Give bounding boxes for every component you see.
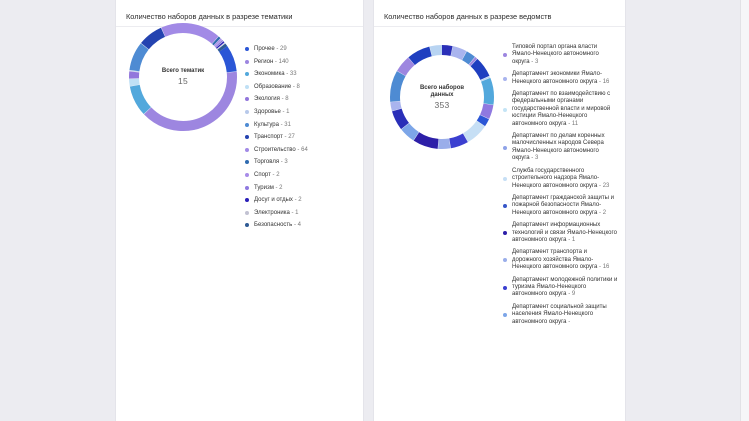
departments-legend-color-marker [503,146,507,150]
themes-legend-color-marker [245,160,249,164]
themes-legend-label: Прочее [254,46,275,52]
departments-legend-count: 1 [571,236,576,243]
themes-panel-title: Количество наборов данных в разрезе тематики [116,0,363,27]
departments-legend-label: Типовой портал органа власти Ямало-Ненецкого автономного округа [512,44,599,65]
themes-panel [115,0,364,421]
departments-donut-chart [389,44,495,150]
themes-legend-item[interactable]: Безопасность - 4 [245,221,308,234]
departments-legend-item[interactable]: Типовой портал органа власти Ямало-Ненецкого автономного округа - 3 [503,44,618,66]
themes-legend-item[interactable]: Транспорт - 27 [245,133,308,146]
themes-legend-count: 2 [279,184,283,191]
themes-legend-count: 33 [289,71,297,78]
themes-legend-label: Досуг и отдых [254,197,293,204]
themes-legend-label: Безопасность [254,222,293,229]
themes-legend-label: Регион [254,58,274,65]
themes-legend-color-marker [245,72,249,76]
themes-legend-color-marker [245,186,249,190]
page-scrollbar[interactable] [740,0,749,421]
themes-legend-item[interactable]: Регион - 140 [245,58,308,71]
departments-legend-color-marker [503,231,507,235]
themes-legend-item[interactable]: Прочее - 29 [245,45,308,58]
themes-total-label: Всего тематик [161,68,205,74]
themes-legend-label: Экономика [254,71,285,78]
themes-legend-item[interactable]: Досуг и отдых - 2 [245,196,308,209]
themes-legend-item[interactable]: Культура - 31 [245,121,308,134]
themes-legend-label: Образование [254,83,292,90]
departments-legend-item[interactable]: Департамент транспорта и дорожного хозяйства Ямало-Ненецкого автономного округа - 16 [503,249,618,271]
departments-panel-title: Количество наборов данных в разрезе ведомств [374,0,625,27]
themes-legend-count: 2 [298,197,302,204]
departments-total-value: 353 [434,99,450,110]
departments-legend-item[interactable]: Департамент молодежной политики и туризма Ямало-Ненецкого автономного округа - 9 [503,277,618,299]
departments-legend-count: 23 [602,182,610,189]
themes-legend-item[interactable]: Торговля - 3 [245,158,308,171]
themes-legend [245,45,308,234]
departments-legend-count: 2 [602,209,607,216]
departments-legend-item[interactable]: Департамент по взаимодействию с федеральными органами государственной власти и мировой юстиции Ямало-Ненецкого автономного округа - 11 [503,91,618,128]
departments-legend-label: Департамент по взаимодействию с федеральными органами государственной власти и мировой юстиции Ямало-Ненецкого автономного округа [512,91,611,127]
departments-legend-count: 16 [602,78,610,85]
themes-legend-item[interactable]: Спорт - 2 [245,171,308,184]
themes-legend-count: 2 [276,171,280,178]
themes-legend-label: Спорт [254,171,271,178]
departments-legend-label: Департамент транспорта и дорожного хозяйства Ямало-Ненецкого автономного округа [512,249,598,271]
themes-legend-count: 8 [296,83,300,90]
departments-legend-color-marker [503,286,507,290]
themes-legend-label: Транспорт [254,134,283,141]
themes-legend-color-marker [245,223,249,227]
departments-legend-item[interactable]: Департамент экономики Ямало-Ненецкого автономного округа - 16 [503,71,618,86]
themes-legend-count: 1 [286,108,290,115]
themes-legend-count: 8 [285,96,289,103]
departments-legend-item[interactable]: Департамент социальной защиты населения Ямало-Ненецкого автономного округа - [503,304,618,326]
themes-legend-color-marker [245,123,249,127]
departments-legend-color-marker [503,204,507,208]
themes-legend-item[interactable]: Здоровье - 1 [245,108,308,121]
departments-legend [503,44,618,331]
departments-legend-count: 16 [602,264,610,271]
themes-legend-count: 31 [284,121,291,128]
themes-legend-item[interactable]: Экология - 8 [245,95,308,108]
themes-legend-label: Торговля [254,159,280,166]
themes-total-value: 15 [177,76,189,86]
departments-legend-label: Департамент социальной защиты населения Ямало-Ненецкого автономного округа [512,303,607,325]
departments-panel [373,0,626,421]
themes-legend-label: Здоровье [254,108,281,115]
themes-legend-label: Туризм [254,184,274,191]
themes-legend-label: Экология [254,96,280,103]
departments-legend-count: 3 [534,155,539,162]
themes-legend-color-marker [245,135,249,139]
departments-legend-color-marker [503,53,507,57]
departments-legend-count: 11 [571,120,579,127]
themes-legend-color-marker [245,211,249,215]
departments-legend-item[interactable]: Служба государственного строительного надзора Ямало-Ненецкого автономного округа - 23 [503,168,618,190]
departments-legend-label: Департамент по делам коренных малочисленных народов Севера Ямало-Ненецкого автономного округа [512,133,605,162]
departments-legend-label: Департамент молодежной политики и туризма Ямало-Ненецкого автономного округа [512,276,618,298]
departments-legend-item[interactable]: Департамент по делам коренных малочисленных народов Севера Ямало-Ненецкого автономного округа - 3 [503,133,618,163]
departments-legend-color-marker [503,177,507,181]
themes-legend-color-marker [245,148,249,152]
themes-legend-color-marker [245,60,249,64]
themes-legend-item[interactable]: Туризм - 2 [245,184,308,197]
themes-legend-item[interactable]: Образование - 8 [245,83,308,96]
departments-total-label: Всего наборов данных [419,84,465,98]
themes-legend-label: Культура [254,121,279,128]
departments-legend-label: Департамент экономики Ямало-Ненецкого автономного округа [512,71,602,85]
departments-legend-label: Департамент информационных технологий и связи Ямало-Ненецкого автономного округа [512,222,617,243]
departments-legend-count: 3 [534,58,539,65]
themes-legend-label: Строительство [254,146,296,153]
themes-legend-count: 27 [288,134,295,141]
departments-legend-color-marker [503,108,507,112]
themes-donut-chart [128,22,238,132]
departments-legend-item[interactable]: Департамент информационных технологий и связи Ямало-Ненецкого автономного округа - 1 [503,222,618,244]
themes-legend-count: 1 [295,209,299,216]
themes-legend-item[interactable]: Экономика - 33 [245,70,308,83]
departments-legend-color-marker [503,77,507,81]
themes-legend-color-marker [245,110,249,114]
departments-legend-item[interactable]: Департамент гражданской защиты и пожарной безопасности Ямало-Ненецкого автономного округа - 2 [503,195,618,217]
themes-legend-color-marker [245,85,249,89]
themes-legend-color-marker [245,198,249,202]
themes-legend-color-marker [245,173,249,177]
themes-legend-label: Электроника [254,209,290,216]
themes-legend-count: 64 [301,146,308,153]
themes-legend-count: 4 [297,222,301,229]
departments-legend-color-marker [503,313,507,317]
themes-legend-count: 29 [280,46,287,52]
themes-legend-item[interactable]: Электроника - 1 [245,209,308,222]
departments-legend-color-marker [503,258,507,262]
departments-legend-count: 9 [571,291,576,298]
themes-legend-color-marker [245,47,249,51]
themes-legend-color-marker [245,97,249,101]
themes-legend-count: 140 [278,58,289,65]
departments-legend-label: Департамент гражданской защиты и пожарной безопасности Ямало-Ненецкого автономного округа [512,194,614,216]
themes-legend-item[interactable]: Строительство - 64 [245,146,308,159]
departments-legend-label: Служба государственного строительного надзора Ямало-Ненецкого автономного округа [512,167,600,189]
themes-legend-count: 3 [284,159,288,166]
